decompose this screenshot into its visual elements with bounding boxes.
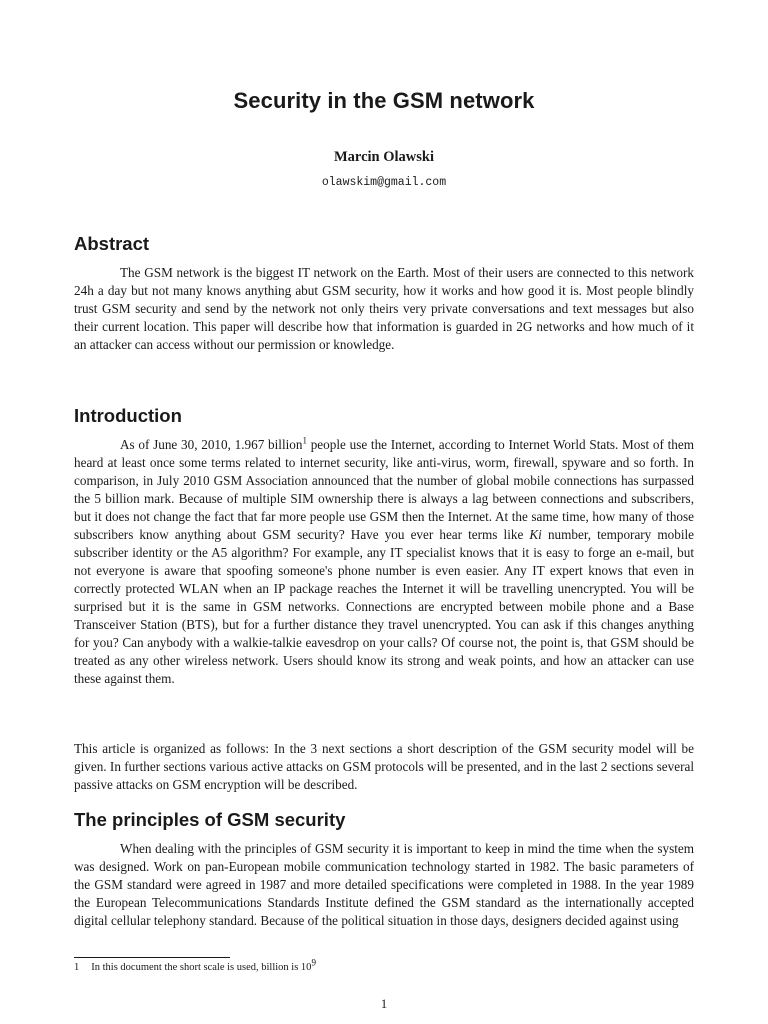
footnote-number: 1 — [74, 962, 80, 973]
page-number: 1 — [380, 997, 388, 1011]
footnote-divider — [74, 957, 230, 958]
footnote — [74, 957, 316, 973]
ki-term: Ki — [529, 527, 542, 542]
intro-text-c: number, temporary mobile subscriber identity or the A5 algorithm? For example, any IT specialist knows that it is easy to forge an e-mail, but not everyone is aware that spoofing someone's phone number is even easier. Any IT expert knows that even in correctly protected WLAN when an IP package reaches the Internet it will be travelling unencrypted. You will be surprised but it is the same in GSM networks. Connections are encrypted between mobile phone and a Base Transceiver Station (BTS), but for a further distance they travel unencrypted. You can ask if this changes anything for you? Can anybody with a walkie-talkie eavesdrop on your calls? Of course not, the point is, that GSM should be treated as any other wireless network. Users should know its strong and weak points, and how an attacker can use these against them. — [74, 527, 694, 686]
intro-text-b: people use the Internet, according to Internet World Stats. Most of them heard at least once some terms related to internet security, like anti-virus, worm, firewall, spyware and so forth. In comparison, in July 2010 GSM Association announced that the number of global mobile connections has surpassed the 5 billion mark. Because of multiple SIM ownership there is always a lag between connections and subscribers, but it does not change the fact that far more people use GSM then the Internet. At the same time, how many of those subscribers know anything about GSM security? Have you ever hear terms like — [74, 437, 694, 542]
abstract-text: The GSM network is the biggest IT network on the Earth. Most of their users are connected to this network 24h a day but not many knows anything abut GSM security, how it works and how good it is. Most people blindly trust GSM security and send by the network not only theirs very private conversations and text messages but also their current location. This paper will describe how that information is guarded in 2G networks and how much of it an attacker can access without our permission or knowledge. — [74, 265, 694, 352]
abstract-heading: Abstract — [74, 233, 150, 254]
principles-text: When dealing with the principles of GSM security it is important to keep in mind the time when the system was designed. Work on pan-European mobile communication technology started in 1982. The basic parameters of the GSM standard were agreed in 1987 and more detailed specifications were completed in 1988. In the year 1989 the European Telecommunications Standards Institute defined the GSM standard as the internationally accepted digital cellular telephony standard. Because of the political situation in those days, designers decided against using — [74, 841, 694, 928]
principles-heading: The principles of GSM security — [74, 809, 346, 830]
intro-text-a: As of June 30, 2010, 1.967 billion — [120, 437, 303, 452]
footnote-exponent: 9 — [311, 957, 316, 968]
footnote-ref: 1 — [302, 435, 307, 446]
introduction-paragraph-1 — [74, 436, 694, 688]
introduction-paragraph-2: This article is organized as follows: In the 3 next sections a short description of the GSM security model will be given. In further sections various active attacks on GSM protocols will be presented, and in the last 2 sections several passive attacks on GSM encryption will be described. — [74, 741, 694, 792]
paper-title: Security in the GSM network — [233, 88, 535, 113]
introduction-heading: Introduction — [74, 405, 182, 426]
author-name: Marcin Olawski — [333, 149, 435, 165]
footnote-text: In this document the short scale is used, billion is 10 — [91, 962, 312, 973]
author-email: olawskim@gmail.com — [321, 176, 447, 189]
